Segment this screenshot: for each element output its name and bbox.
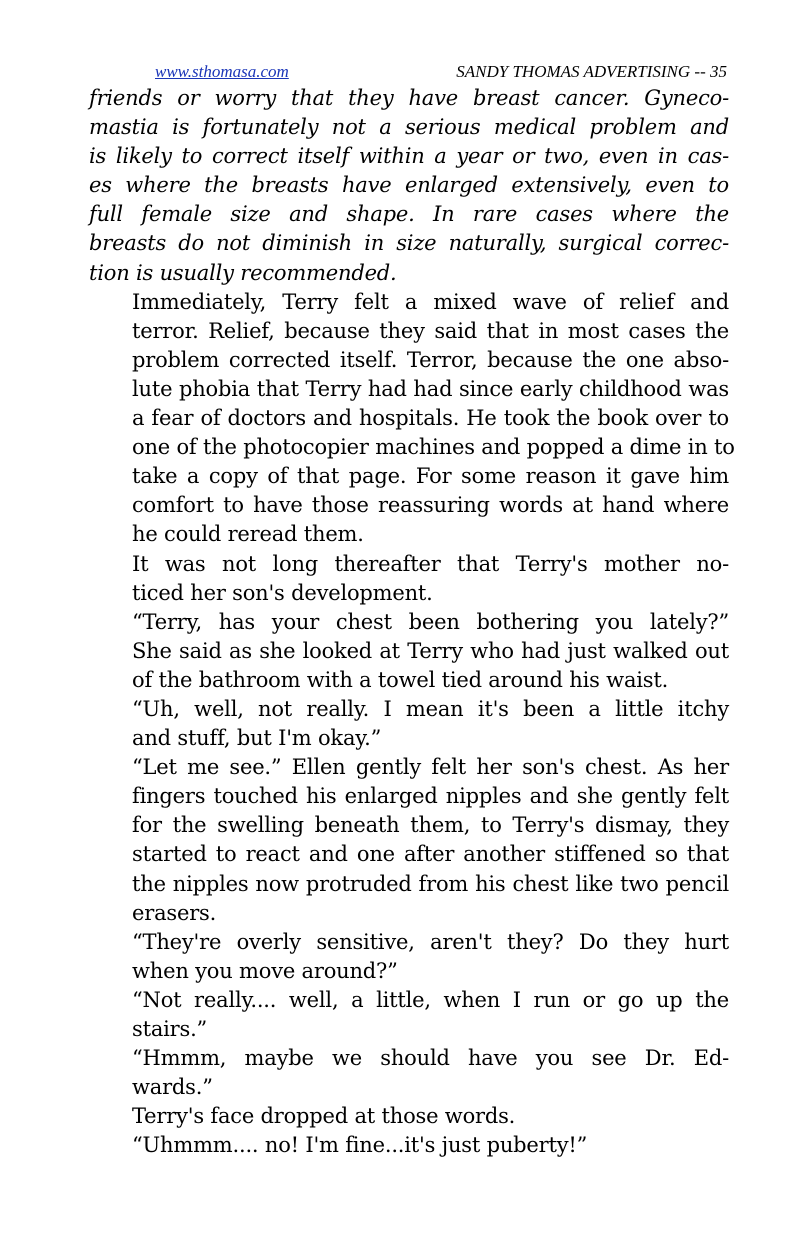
paragraph bbox=[89, 288, 735, 550]
paragraph bbox=[89, 1102, 729, 1131]
text-line: friends or worry that they have breast cancer. Gyneco- bbox=[89, 86, 729, 110]
paragraph bbox=[89, 1131, 729, 1160]
text-line: take a copy of that page. For some reason it gave him bbox=[132, 464, 729, 489]
text-line: lute phobia that Terry had had since early childhood was bbox=[132, 376, 729, 401]
paragraph bbox=[89, 753, 729, 928]
text-line: and stuff, but I'm okay.” bbox=[132, 726, 382, 751]
text-line: “Uhmmm.... no! I'm fine...it's just puberty!” bbox=[132, 1133, 588, 1158]
text-line: he could reread them. bbox=[132, 522, 364, 547]
text-line: is likely to correct itself within a year or two, even in cas- bbox=[89, 144, 729, 169]
text-line: stairs.” bbox=[132, 1017, 208, 1041]
text-line: the nipples now protruded from his chest like two pencil bbox=[132, 871, 729, 896]
text-line: Terry's face dropped at those words. bbox=[132, 1104, 516, 1129]
paragraph bbox=[89, 608, 729, 695]
text-line: Immediately, Terry felt a mixed wave of relief and bbox=[132, 289, 729, 314]
paragraph bbox=[89, 1044, 729, 1102]
running-title: SANDY THOMAS ADVERTISING -- 35 bbox=[456, 62, 727, 81]
text-line: comfort to have those reassuring words at hand where bbox=[132, 493, 729, 518]
paragraph bbox=[89, 550, 729, 608]
text-line: wards.” bbox=[132, 1075, 213, 1100]
paragraph bbox=[89, 986, 729, 1044]
text-line: problem corrected itself. Terror, because the one abso- bbox=[132, 347, 729, 372]
book-page bbox=[89, 58, 735, 1160]
text-line: for the swelling beneath them, to Terry's dismay, they bbox=[132, 813, 729, 838]
text-line: fingers touched his enlarged nipples and she gently felt bbox=[132, 784, 729, 809]
text-line: a fear of doctors and hospitals. He took the book over to bbox=[132, 406, 729, 431]
paragraph bbox=[89, 695, 729, 753]
text-line: started to react and one after another stiffened so that bbox=[132, 842, 729, 867]
text-line: “Let me see.” Ellen gently felt her son's chest. As her bbox=[132, 755, 729, 780]
text-line: She said as she looked at Terry who had just walked out bbox=[132, 638, 729, 663]
text-line: “Not really.... well, a little, when I run or go up the bbox=[132, 987, 729, 1012]
text-line: es where the breasts have enlarged extensively, even to bbox=[89, 173, 729, 198]
text-line: erasers. bbox=[132, 900, 217, 925]
text-line: “Terry, has your chest been bothering you lately?” bbox=[132, 609, 729, 634]
body-text bbox=[89, 84, 735, 1160]
text-line: “They're overly sensitive, aren't they? Do they hurt bbox=[132, 929, 729, 954]
text-line: It was not long thereafter that Terry's mother no- bbox=[132, 551, 729, 576]
text-line: ticed her son's development. bbox=[132, 580, 433, 605]
text-line: of the bathroom with a towel tied around his waist. bbox=[132, 667, 669, 692]
text-line: full female size and shape. In rare cases where the bbox=[89, 202, 729, 227]
text-line: one of the photocopier machines and popped a dime in to bbox=[132, 435, 735, 460]
paragraph bbox=[89, 928, 729, 986]
text-line: tion is usually recommended. bbox=[89, 260, 397, 285]
text-line: when you move around?” bbox=[132, 958, 398, 983]
text-line: terror. Relief, because they said that in most cases the bbox=[132, 318, 729, 343]
website-link[interactable]: www.sthomasa.com bbox=[155, 62, 289, 81]
page-header bbox=[89, 58, 729, 84]
paragraph bbox=[89, 84, 729, 288]
text-line: breasts do not diminish in size naturally, surgical correc- bbox=[89, 231, 729, 256]
text-line: mastia is fortunately not a serious medical problem and bbox=[89, 115, 729, 140]
text-line: “Uh, well, not really. I mean it's been a little itchy bbox=[132, 696, 729, 721]
text-line: “Hmmm, maybe we should have you see Dr. Ed- bbox=[132, 1046, 729, 1071]
